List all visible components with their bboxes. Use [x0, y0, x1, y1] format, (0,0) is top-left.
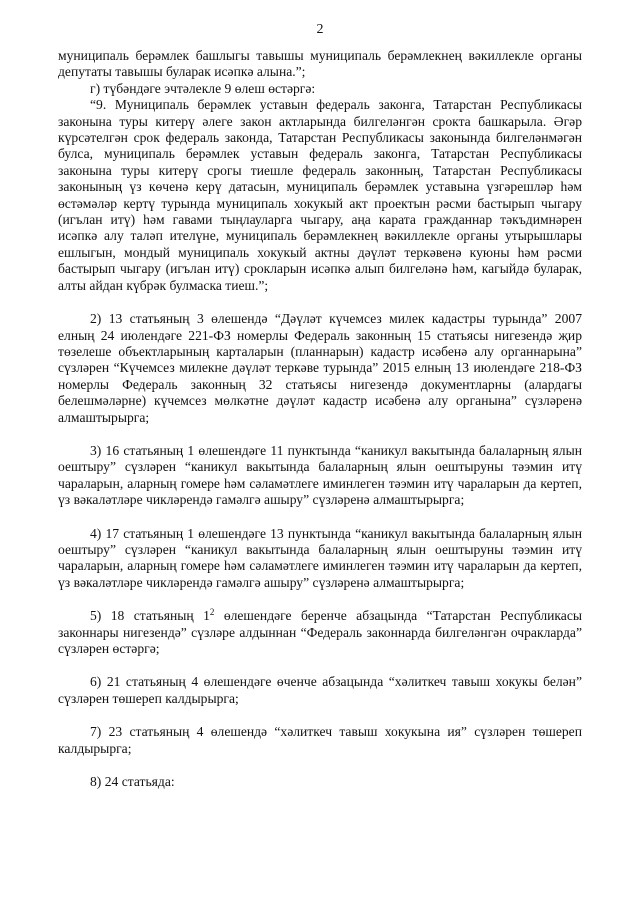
paragraph-item-g: г) түбәндәге эчтәлекле 9 өлеш өстәргә:	[90, 80, 316, 96]
page-number: 2	[316, 22, 324, 37]
paragraph-continuation: муниципаль берәмлек башлыгы тавышы муниципаль берәмлекнең вәкиллекле органы депутаты тавышы буларак исәпкә алына.”;	[58, 48, 582, 80]
paragraph-item-6: 6) 21 статьяның 4 өлешендәге өченче абзацында “хәлиткеч тавыш хокукы белән” сүзләрен төшереп калдырырга;	[58, 674, 582, 706]
paragraph-item-4: 4) 17 статьяның 1 өлешендәге 13 пунктында “каникул вакытында балаларның ялын оештыру” сүзләрен “каникул вакытында балаларның ялын оештыруны тәэмин итү чараларын, аларның гомере һәм сәламәтлеге иминлеген тәэмин итү чараларын да кертеп, үз вәкаләтләре чикләрендә гамәлгә ашыру” сүзләренә алмаштырырга;	[58, 525, 582, 590]
paragraph-item-7: 7) 23 статьяның 4 өлешендә “хәлиткеч тавыш хокукына ия” сүзләрен төшереп калдырырга;	[58, 724, 582, 756]
paragraph-item-5	[58, 608, 582, 657]
paragraph-part-9: “9. Муниципаль берәмлек уставын федераль законга, Татарстан Республикасы законына туры китерү әлеге закон актларында билгеләнгән срокта башкарыла. Әгәр күрсәтелгән срок федераль законда, Татарстан Республикасы законында билгеләнмәгән булса, муниципаль берәмлек уставын федераль законга, Татарстан Республикасы законына туры китерү срогы тиешле федераль законның, Татарстан Республикасы законының үз көченә керү датасын, муниципаль берәмлек уставына үзгәрешләр һәм өстәмәләр кертү турында муниципаль хокукый акт проектын рәсми бастырып чыгару (игълан итү) һәм гавами тыңлауларга чыгару, аңа карата гражданнар тәкъдимнәрен исәпкә алу таләп ителүне, муниципаль берәмлекнең вәкиллекле органы утырышлары ешлыгын, мондый муниципаль хокукый актны дәүләт теркәвенә куюны һәм рәсми бастырып чыгару (игълан итү) срокларын исәпкә алып билгеләнә һәм, кагыйдә буларак, алты айдан күбрәк булмаска тиеш.”;	[58, 97, 582, 293]
paragraph-item-8: 8) 24 статьяда:	[90, 774, 175, 790]
item-5-rest: өлешендәге беренче абзацында “Татарстан Республикасы законнары нигезендә” сүзләре алдыннан “Федераль законнарда билгеләнгән очракларда” сүзләрен өстәргә;	[58, 608, 582, 656]
paragraph-item-2: 2) 13 статьяның 3 өлешендә “Дәүләт күчемсез милек кадастры турында” 2007 елның 24 июлендәге 221-ФЗ номерлы Федераль законның 15 статьясы нигезендә җир төзелеше объектларының карталарын (планнарын) кадастр исәбенә алу органнарына” сүзләрен “Күчемсез милекне дәүләт теркәве турында” 2015 елның 13 июлендәге 218-ФЗ номерлы Федераль законның 32 статьясы нигезендә документларны (алардагы белешмәләрне) күчемсез мөлкәтне дәүләт кадастр исәбенә алу органына” сүзләренә алмаштырырга;	[58, 311, 582, 425]
item-5-superscript: 2	[209, 607, 215, 618]
paragraph-item-3: 3) 16 статьяның 1 өлешендәге 11 пунктында “каникул вакытында балаларның ялын оештыру” сүзләрен “каникул вакытында балаларның ялын оештыруны тәэмин итү чараларын, аларның гомере һәм сәламәтлеге иминлеген тәэмин итү чараларын да кертеп, үз вәкаләтләре чикләрендә гамәлгә ашыру” сүзләренә алмаштырырга;	[58, 442, 582, 508]
item-5-start: 5) 18 статьяның 1	[90, 608, 210, 624]
